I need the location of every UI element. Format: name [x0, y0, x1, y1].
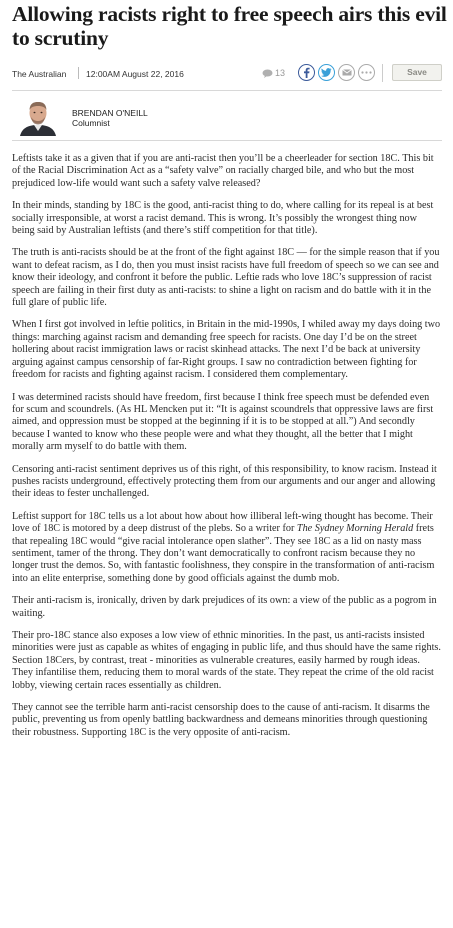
article-meta — [12, 62, 442, 86]
twitter-icon — [321, 68, 332, 77]
source-name: The Australian — [12, 69, 67, 79]
paragraph: The truth is anti-racists should be at the front of the fight against 18C — for the simple reason that if you want to defeat racism, as I do, then you must insist racists have full freedom of speech so we can see and know their ideology, and confront it before the public. Leftie rads who love 18C’s suppression of racist speech are failing in their first duty as anti-racists: to shine a light on racism and do battle with it in the full glare of public life. — [12, 247, 440, 309]
share-email-button[interactable] — [338, 64, 355, 81]
share-more-button[interactable] — [358, 64, 375, 81]
share-twitter-button[interactable] — [318, 64, 335, 81]
more-icon — [361, 71, 372, 74]
article-body — [12, 153, 442, 749]
meta-divider — [382, 64, 383, 82]
paragraph: Their anti-racism is, ironically, driven by dark prejudices of its own: a view of the public as a pogrom in waiting. — [12, 595, 437, 619]
paragraph: In their minds, standing by 18C is the good, anti-racist thing to do, where calling for its repeal is at best socially irresponsible, at worst a racist demand. This is wrong. It’s possibly the wrongest thing now being said by Australian leftists (and there’s stiff competition for that title). — [12, 200, 434, 237]
paragraph: Their pro-18C stance also exposes a low view of ethnic minorities. In the past, us anti-racists insisted minorities were just as capable as whites of engaging in public life, and thus should have the same rights. Section 18Cers, by contrast, treat - minorities as vulnerable creatures, easily harmed by rough ideas. They infantilise them, reducing them to moral wards of the state. They repeat the crime of the old racist lobby, viewing certain races essentially as children. — [12, 630, 441, 691]
author-name[interactable]: BRENDAN O'NEILL — [72, 108, 148, 118]
headline: Allowing racists right to free speech airs this evil to scrutiny — [12, 2, 447, 50]
paragraph: Censoring anti-racist sentiment deprives us of this right, of this responsibility, to know racism. Instead it pushes racists underground, effectively protecting them from our arguments and our anger and allowing their ideas to fester unchallenged. — [12, 463, 437, 500]
author-avatar[interactable] — [18, 98, 58, 136]
speech-bubble-icon — [262, 69, 273, 78]
save-button[interactable]: Save — [392, 64, 442, 81]
divider — [12, 90, 442, 91]
paragraph — [12, 511, 442, 585]
paragraph: When I first got involved in leftie politics, in Britain in the mid-1990s, I whiled away my days doing two things: marching against racism and demanding free speech for racists. One day I’d be on the street hollering about racist immigration laws or racist skinhead attacks. The next I’d be back at university arguing against campus censorship of far-Right groups. I saw no contradiction between fighting for freedom for racists and fighting against racism. I considered them complementary. — [12, 319, 441, 381]
paragraph: Leftists take it as a given that if you are anti-racist then you’ll be a cheerleader for section 18C. This bit of the Racial Discrimination Act as a “safety valve” on racially charged bile, and who but the most prejudiced low-life would want such a safety valve released? — [12, 153, 434, 189]
share-facebook-button[interactable] — [298, 64, 315, 81]
paragraph: I was determined racists should have freedom, first because I think free speech must be defended even for scum and scoundrels. (As HL Mencken put it: “It is against scoundrels that oppressive laws are first aimed, and oppression must be stopped at the beginning if it is to be stopped at all.”) And secondly because I wanted to know who these people were and what they thought, all the better that I might morally arm myself to do battle with them. — [12, 391, 434, 453]
paragraph-text: frets that repealing 18C would “give racial intolerance open slather”. They see 18C as a lid on nasty mass sentiment, tamer of the throng. They don’t want democratically to confront racism because they no longer trust the demos. So, with fantastic foolishness, they conspire in the transformation of anti-racism into an elite enterprise, something done by good officials against the dumb mob. — [12, 523, 435, 584]
meta-divider — [78, 67, 79, 79]
comments-link[interactable] — [262, 68, 285, 78]
paragraph-text: Leftist support for 18C tells us a lot about how about how illiberal left-wing thought has become. Their love of 18C is motored by a deep distrust of the plebs. So a writer for — [12, 510, 433, 535]
publication-name: The Sydney Morning Herald — [296, 523, 414, 535]
author-role: Columnist — [72, 118, 110, 128]
paragraph: They cannot see the terrible harm anti-racist censorship does to the cause of anti-racism. It disarms the public, preventing us from openly battling backwardness and demeans minorities through questioning their robustness. Supporting 18C is the very opposite of anti-racism. — [12, 702, 430, 738]
publish-date: 12:00AM August 22, 2016 — [86, 69, 184, 79]
email-icon — [342, 69, 352, 76]
comment-count: 13 — [275, 68, 286, 78]
facebook-icon — [302, 67, 311, 78]
divider — [12, 140, 442, 141]
